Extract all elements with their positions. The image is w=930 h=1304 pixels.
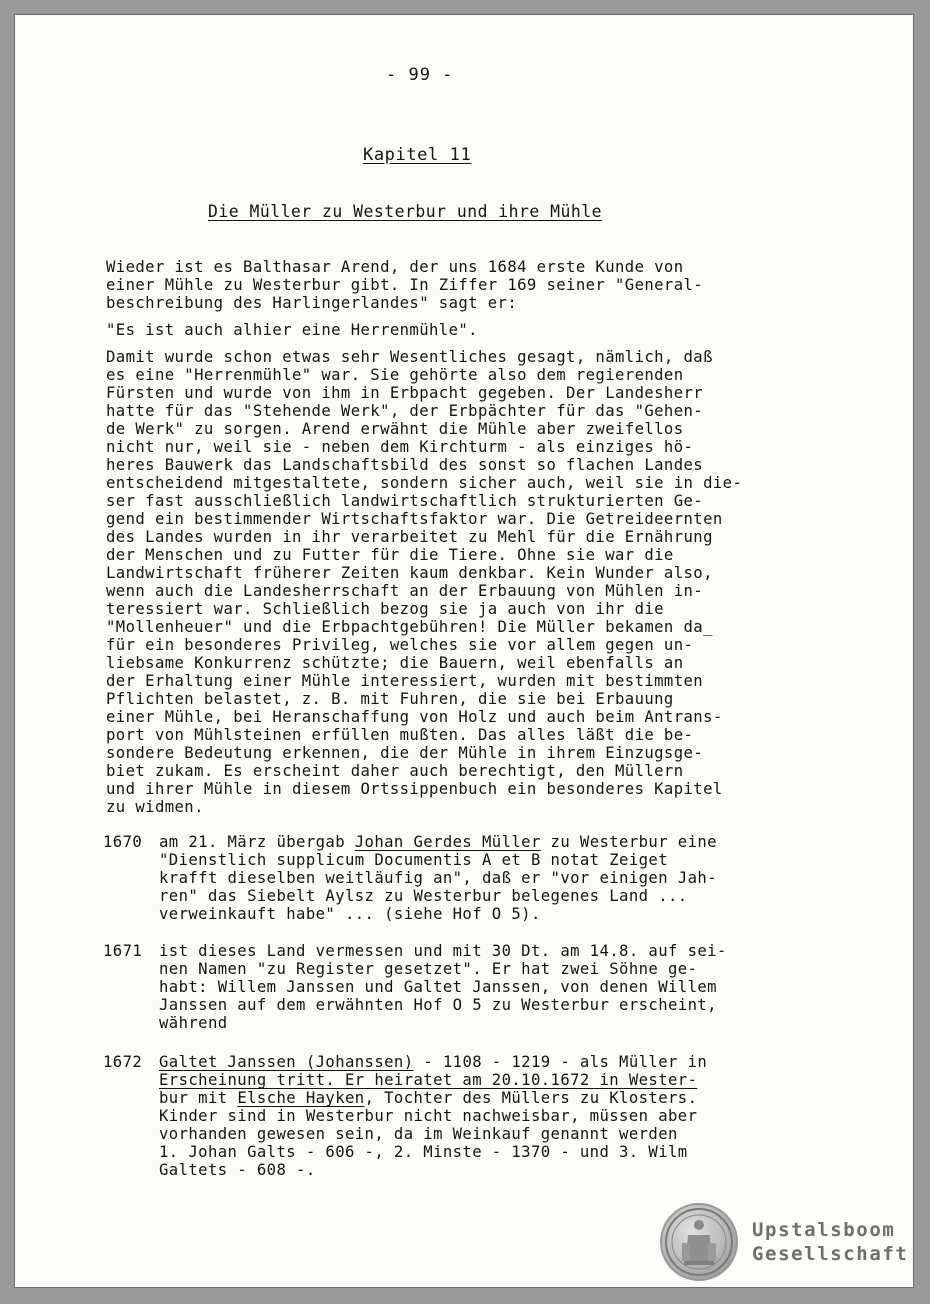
body-line: einer Mühle, bei Heranschaffung von Holz und auch beim Antrans- <box>106 708 723 726</box>
entry-line: krafft dieselben weitläufig an", daß er "vor einigen Jah- <box>159 869 717 887</box>
entry-line: habt: Willem Janssen und Galtet Janssen, von denen Willem <box>159 978 717 996</box>
entry-line: während <box>159 1014 228 1032</box>
body-line: der Erhaltung einer Mühle interessiert, wurden mit bestimmten <box>106 672 704 690</box>
body-line: heres Bauwerk das Landschaftsbild des sonst so flachen Landes <box>106 456 704 474</box>
body-line: sondere Bedeutung erkennen, die der Mühle in ihrem Einzugsge- <box>106 744 704 762</box>
body-line: teressiert war. Schließlich bezog sie ja auch von ihr die <box>106 600 664 618</box>
chapter-title: Die Müller zu Westerbur und ihre Mühle <box>208 202 602 221</box>
person-name: Galtet Janssen (Johanssen) <box>159 1053 414 1071</box>
entry-line <box>159 1071 697 1089</box>
entry-line: 1. Johan Galts - 606 -, 2. Minste - 1370 - und 3. Wilm <box>159 1143 688 1161</box>
intro-quote: "Es ist auch alhier eine Herrenmühle". <box>106 321 478 339</box>
body-line: es eine "Herrenmühle" war. Sie gehörte also dem regierenden <box>106 366 684 384</box>
body-line: zu widmen. <box>106 798 204 816</box>
entry-line: nen Namen "zu Register gesetzet". Er hat zwei Söhne ge- <box>159 960 698 978</box>
entry-text: - 1108 - 1219 - als Müller in <box>413 1053 708 1071</box>
entry-line <box>159 1053 707 1071</box>
body-line: hatte für das "Stehende Werk", der Erbpächter für das "Gehen- <box>106 402 704 420</box>
entry-line: verweinkauft habe" ... (siehe Hof O 5). <box>159 905 541 923</box>
body-line: "Mollenheuer" und die Erbpachtgebühren! Die Müller bekamen da_ <box>106 618 713 636</box>
body-line: port von Mühlsteinen erfüllen mußten. Das alles läßt die be- <box>106 726 694 744</box>
entry-year: 1670 <box>103 833 143 851</box>
body-line: Fürsten und wurde von ihm in Erbpacht gegeben. Der Landesherr <box>106 384 704 402</box>
entry-text: zu Westerbur eine <box>540 833 717 851</box>
body-line: wenn auch die Landesherrschaft an der Erbauung von Mühlen in- <box>106 582 704 600</box>
body-line: der Menschen und zu Futter für die Tiere. Ohne sie war die <box>106 546 674 564</box>
body-line: nicht nur, weil sie - neben dem Kirchturm - als einziges hö- <box>106 438 694 456</box>
entry-text: , Tochter des Müllers zu Klosters. <box>364 1089 698 1107</box>
entry-line: vorhanden gewesen sein, da im Weinkauf genannt werden <box>159 1125 678 1143</box>
intro-line: Wieder ist es Balthasar Arend, der uns 1684 erste Kunde von <box>106 258 684 276</box>
society-name-line: Gesellschaft <box>752 1243 909 1265</box>
body-line: des Landes wurden in ihr verarbeitet zu Mehl für die Ernährung <box>106 528 713 546</box>
body-line: Landwirtschaft früherer Zeiten kaum denkbar. Kein Wunder also, <box>106 564 713 582</box>
seal-icon <box>660 1203 738 1281</box>
entry-text: am 21. März übergab <box>159 833 355 851</box>
chapter-heading: Kapitel 11 <box>363 145 472 165</box>
entry-line: Kinder sind in Westerbur nicht nachweisbar, müssen aber <box>159 1107 698 1125</box>
seal-graphic <box>662 1205 736 1279</box>
society-name-line: Upstalsboom <box>752 1219 896 1241</box>
body-line: Damit wurde schon etwas sehr Wesentliches gesagt, nämlich, daß <box>106 348 713 366</box>
entry-text: bur mit <box>159 1089 238 1107</box>
body-line: für ein besonderes Privileg, welches sie vor allem gegen un- <box>106 636 694 654</box>
body-line: Pflichten belastet, z. B. mit Fuhren, die sie bei Erbauung <box>106 690 674 708</box>
entry-line <box>159 833 717 851</box>
entry-line: Galtets - 608 -. <box>159 1161 316 1179</box>
document-page <box>14 14 914 1288</box>
body-line: liebsame Konkurrenz schützte; die Bauern, weil ebenfalls an <box>106 654 684 672</box>
entry-line: "Dienstlich supplicum Documentis A et B notat Zeiget <box>159 851 668 869</box>
body-line: biet zukam. Es erscheint daher auch berechtigt, den Müllern <box>106 762 684 780</box>
entry-text: Erscheinung tritt. Er heiratet am 20.10.1672 in Wester- <box>159 1071 698 1089</box>
body-line: und ihrer Mühle in diesem Ortssippenbuch ein besonderes Kapitel <box>106 780 723 798</box>
entry-line: Janssen auf dem erwähnten Hof O 5 zu Westerbur erscheint, <box>159 996 717 1014</box>
entry-line: ren" das Siebelt Aylsz zu Westerbur belegenes Land ... <box>159 887 688 905</box>
body-line: entscheidend mitgestaltete, sondern sicher auch, weil sie in die- <box>106 474 743 492</box>
entry-year: 1671 <box>103 942 143 960</box>
person-name: Elsche Hayken <box>237 1089 365 1107</box>
entry-line: ist dieses Land vermessen und mit 30 Dt. am 14.8. auf sei- <box>159 942 727 960</box>
entry-year: 1672 <box>103 1053 143 1071</box>
person-name: Johan Gerdes Müller <box>354 833 541 851</box>
body-line: ser fast ausschließlich landwirtschaftlich strukturierten Ge- <box>106 492 704 510</box>
entry-line <box>159 1089 697 1107</box>
intro-line: beschreibung des Harlingerlandes" sagt er: <box>106 294 518 312</box>
body-line: gend ein bestimmender Wirtschaftsfaktor war. Die Getreideernten <box>106 510 723 528</box>
page-number: - 99 - <box>386 65 454 85</box>
intro-line: einer Mühle zu Westerbur gibt. In Ziffer 169 seiner "General- <box>106 276 704 294</box>
body-line: de Werk" zu sorgen. Arend erwähnt die Mühle aber zweifellos <box>106 420 684 438</box>
